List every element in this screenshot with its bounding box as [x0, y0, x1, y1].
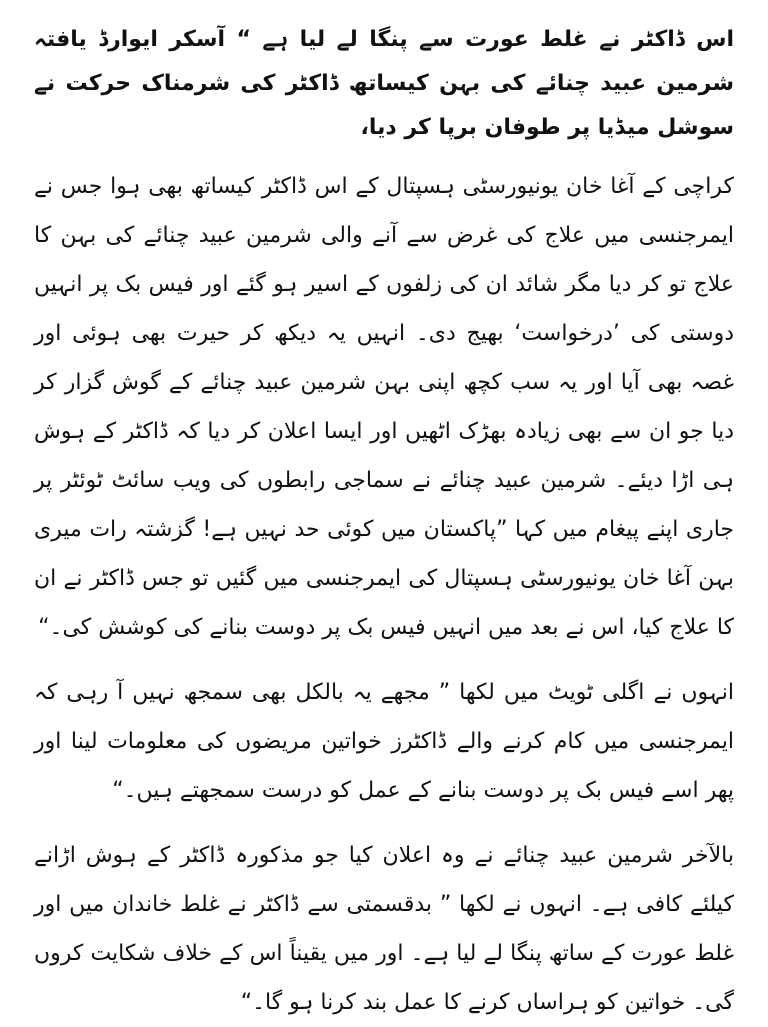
paragraph-1: کراچی کے آغا خان یونیورسٹی ہسپتال کے اس ڈاکٹر کیساتھ بھی ہوا جس نے ایمرجنسی میں علاج کی غرض سے آنے والی شرمین عبید چنائے کی بہن کا علاج تو کر دیا مگر شائد ان کی زلفوں کے اسیر ہو گئے اور فیس بک پر انہیں دوستی کی ’درخواست‘ بھیج دی۔ انہیں یہ دیکھ کر حیرت بھی ہوئی اور غصہ بھی آیا اور یہ سب کچھ اپنی بہن شرمین عبید چنائے کے گوش گزار کر دیا جو ان سے بھی زیادہ بھڑک اٹھیں اور ایسا اعلان کر دیا کہ ڈاکٹر کے ہوش ہی اڑا دیئے۔ شرمین عبید چنائے نے سماجی رابطوں کی ویب سائٹ ٹوئٹر پر جاری اپنے پیغام میں کہا ”پاکستان میں کوئی حد نہیں ہے! گزشتہ رات میری بہن آغا خان یونیورسٹی ہسپتال کی ایمرجنسی میں گئیں تو جس ڈاکٹر نے ان کا علاج کیا، اس نے بعد میں انہیں فیس بک پر دوست بنانے کی کوشش کی۔“ [34, 174, 734, 640]
paragraph-3: بالآخر شرمین عبید چنائے نے وہ اعلان کیا جو مذکورہ ڈاکٹر کے ہوش اڑانے کیلئے کافی ہے۔ انہوں نے لکھا ” بدقسمتی سے ڈاکٹر نے غلط خاندان میں اور غلط عورت کے ساتھ پنگا لے لیا ہے۔ اور میں یقیناً اس کے خلاف شکایت کروں گی۔ خواتین کو ہراساں کرنے کا عمل بند کرنا ہو گا۔“ [34, 843, 734, 1015]
article-body [34, 18, 734, 1027]
article-headline: اس ڈاکٹر نے غلط عورت سے پنگا لے لیا ہے “ آسکر ایوارڈ یافتہ شرمین عبید چنائے کی بہن کیساتھ ڈاکٹر کی شرمناک حرکت نے سوشل میڈیا پر طوفان برپا کر دیا، [34, 27, 734, 140]
paragraph-2: انہوں نے اگلی ٹویٹ میں لکھا ” مجھے یہ بالکل بھی سمجھ نہیں آ رہی کہ ایمرجنسی میں کام کرنے والے ڈاکٹرز خواتین مریضوں کی معلومات لینا اور پھر اسے فیس بک پر دوست بنانے کے عمل کو درست سمجھتے ہیں۔“ [34, 680, 734, 803]
